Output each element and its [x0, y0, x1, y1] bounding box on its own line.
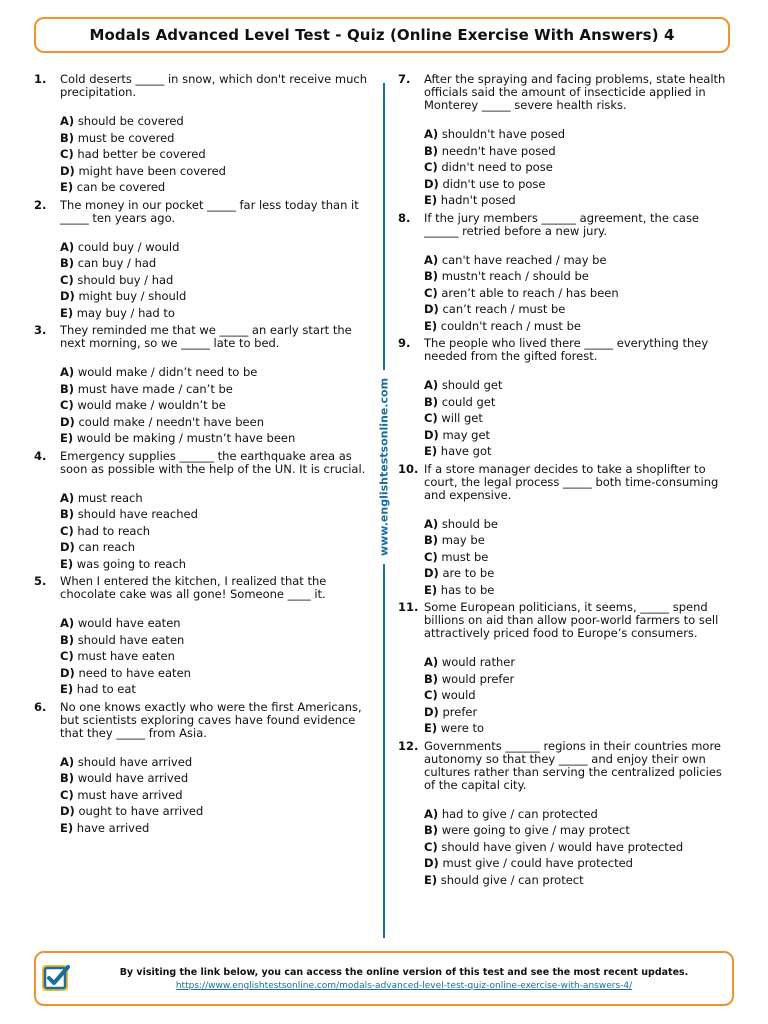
question-text: Some European politicians, it seems, _____ spend billions on aid than allow poor-world farmers to sell attractively priced food to Europe’s consumers.: [424, 600, 719, 640]
answer-option: [424, 720, 734, 737]
answer-option: [60, 506, 372, 523]
option-text: didn't use to pose: [442, 176, 546, 191]
option-text: can be covered: [76, 180, 166, 194]
option-text: must be covered: [77, 130, 175, 145]
answer-option: [60, 556, 372, 573]
option-text: prefer: [442, 704, 478, 719]
option-letter: E): [60, 180, 74, 194]
answer-option: [424, 443, 734, 460]
option-letter: E): [60, 820, 74, 835]
answer-option: [60, 820, 372, 837]
answer-option: [60, 665, 372, 682]
option-text: must have eaten: [77, 649, 175, 663]
question-text: They reminded me that we _____ an early start the next morning, so we _____ late to bed.: [60, 323, 352, 350]
page-title: Modals Advanced Level Test - Quiz (Online Exercise With Answers) 4: [89, 26, 675, 44]
option-text: aren’t able to reach / has been: [441, 285, 619, 300]
option-text: would rather: [441, 655, 516, 669]
question-number: 3.: [34, 323, 47, 337]
option-letter: C): [424, 839, 438, 854]
option-text: would have eaten: [77, 616, 181, 630]
answer-option: [60, 146, 372, 163]
option-text: might have been covered: [78, 163, 226, 178]
question-block: [34, 450, 372, 573]
question-block: [34, 324, 372, 447]
option-text: may get: [442, 427, 491, 442]
answer-option: [424, 565, 734, 582]
side-website-label: www.englishtestsonline.com: [374, 370, 395, 564]
answer-option: [60, 648, 372, 665]
option-text: shouldn't have posed: [441, 127, 566, 141]
option-letter: A): [424, 252, 439, 267]
answer-option: [424, 839, 734, 856]
option-letter: E): [424, 444, 438, 458]
option-letter: B): [424, 269, 439, 283]
option-text: would be making / mustn’t have been: [76, 431, 296, 445]
question-text: If a store manager decides to take a shoplifter to court, the legal process _____ both time-consuming and expensive.: [424, 461, 719, 502]
option-letter: D): [424, 566, 439, 580]
option-letter: A): [60, 616, 75, 630]
option-text: must have arrived: [77, 787, 183, 802]
option-letter: D): [424, 302, 439, 316]
answer-options: [424, 516, 734, 599]
answer-option: [424, 806, 734, 823]
option-text: had to reach: [77, 523, 151, 538]
answer-option: [424, 159, 734, 176]
option-letter: B): [60, 130, 75, 145]
option-text: can buy / had: [77, 256, 157, 270]
option-text: would: [441, 688, 476, 702]
option-letter: E): [424, 318, 438, 333]
answer-option: [424, 301, 734, 318]
answer-options: [60, 239, 372, 322]
answer-option: [424, 582, 734, 599]
question-column-left: [34, 73, 372, 839]
option-text: had better be covered: [77, 147, 206, 161]
option-letter: C): [60, 649, 74, 663]
footer-box: [34, 951, 734, 1006]
question-block: [34, 575, 372, 698]
option-letter: E): [60, 305, 74, 320]
answer-options: [424, 126, 734, 209]
answer-option: [424, 671, 734, 688]
question-block: [398, 73, 734, 209]
option-text: may buy / had to: [76, 305, 175, 320]
option-text: can’t reach / must be: [442, 302, 566, 316]
answer-option: [60, 130, 372, 147]
answer-option: [60, 163, 372, 180]
answer-option: [424, 268, 734, 285]
option-text: would prefer: [441, 671, 515, 686]
option-text: needn't have posed: [441, 143, 556, 158]
option-letter: D): [60, 414, 75, 429]
option-letter: D): [424, 704, 439, 719]
question-text: Cold deserts _____ in snow, which don't receive much precipitation.: [60, 72, 368, 99]
footer-link[interactable]: https://www.englishtestsonline.com/modals-advanced-level-test-quiz-online-exercise-with-answers-4/: [175, 981, 633, 991]
answer-option: [60, 787, 372, 804]
option-letter: B): [60, 771, 75, 785]
answer-option: [424, 143, 734, 160]
answer-option: [60, 490, 372, 507]
option-text: would make / didn’t need to be: [77, 365, 258, 379]
answer-option: [424, 410, 734, 427]
answer-option: [60, 397, 372, 414]
option-text: need to have eaten: [78, 665, 191, 680]
option-letter: A): [60, 365, 75, 379]
option-text: should be: [441, 516, 498, 531]
option-letter: A): [60, 490, 75, 505]
option-text: might buy / should: [78, 289, 187, 303]
answer-option: [424, 394, 734, 411]
footer-text: By visiting the link below, you can access the online version of this test and see the most recent updates.: [119, 967, 689, 978]
answer-option: [60, 754, 372, 771]
answer-option: [424, 377, 734, 394]
option-letter: C): [424, 688, 438, 702]
question-block: [398, 601, 734, 737]
option-text: must have made / can’t be: [77, 381, 233, 396]
option-text: could buy / would: [77, 239, 180, 254]
option-letter: B): [60, 632, 75, 647]
option-letter: E): [60, 682, 74, 696]
answer-options: [60, 490, 372, 573]
option-text: was going to reach: [76, 556, 187, 571]
option-letter: B): [424, 533, 439, 547]
option-text: should have reached: [77, 507, 198, 521]
option-text: should have eaten: [77, 632, 185, 647]
answer-option: [424, 855, 734, 872]
answer-option: [60, 272, 372, 289]
answer-option: [60, 770, 372, 787]
option-text: mustn't reach / should be: [441, 269, 589, 283]
option-text: should have arrived: [77, 754, 193, 769]
question-text: When I entered the kitchen, I realized that the chocolate cake was all gone! Someone ____ it.: [60, 574, 327, 601]
option-text: were going to give / may protect: [441, 823, 630, 837]
option-letter: C): [424, 285, 438, 300]
option-text: are to be: [442, 566, 495, 580]
option-text: can reach: [78, 540, 135, 554]
option-text: hadn't posed: [440, 193, 516, 207]
answer-option: [60, 179, 372, 196]
option-letter: E): [424, 193, 438, 207]
option-letter: C): [60, 398, 74, 412]
answer-option: [60, 803, 372, 820]
answer-option: [60, 523, 372, 540]
option-text: would make / wouldn’t be: [77, 398, 226, 412]
question-number: 2.: [34, 197, 47, 212]
answer-option: [60, 239, 372, 256]
option-letter: D): [424, 856, 439, 870]
answer-option: [424, 687, 734, 704]
option-letter: D): [60, 289, 75, 303]
option-letter: E): [424, 582, 438, 597]
answer-option: [60, 364, 372, 381]
option-letter: A): [424, 516, 439, 531]
answer-option: [424, 252, 734, 269]
option-letter: C): [60, 147, 74, 161]
answer-option: [424, 427, 734, 444]
answer-option: [424, 285, 734, 302]
option-letter: E): [424, 872, 438, 887]
answer-options: [60, 113, 372, 196]
question-number: 12.: [398, 738, 419, 753]
question-text: After the spraying and facing problems, state health officials said the amount of insecticide applied in Monterey _____ severe health risks.: [424, 72, 726, 112]
question-text: No one knows exactly who were the first Americans, but scientists exploring caves have found evidence that they _____ from Asia.: [60, 699, 362, 740]
question-column-right: [398, 73, 734, 891]
option-text: should be covered: [77, 114, 184, 128]
option-text: didn't need to pose: [441, 160, 553, 174]
option-letter: B): [60, 381, 75, 396]
option-text: should give / can protect: [440, 872, 584, 887]
answer-option: [60, 681, 372, 698]
question-text: Governments ______ regions in their countries more autonomy so that they _____ and enjoy their own cultures rather than serving the centralized policies of the capital city.: [424, 738, 722, 792]
option-text: can't have reached / may be: [441, 252, 607, 267]
option-text: should get: [441, 378, 503, 392]
option-text: couldn't reach / must be: [440, 318, 581, 333]
option-text: ought to have arrived: [78, 804, 204, 818]
question-block: [398, 740, 734, 889]
answer-option: [424, 532, 734, 549]
option-text: must reach: [77, 490, 143, 505]
question-text: Emergency supplies ______ the earthquake area as soon as possible with the help of the UN. It is crucial.: [60, 448, 366, 476]
question-text: The money in our pocket _____ far less today than it _____ ten years ago.: [60, 197, 359, 225]
answer-option: [60, 381, 372, 398]
option-text: were to: [440, 721, 485, 735]
option-letter: B): [60, 256, 75, 270]
option-letter: B): [424, 394, 439, 409]
answer-options: [424, 654, 734, 737]
answer-option: [424, 192, 734, 209]
option-letter: C): [60, 523, 74, 538]
option-text: have got: [440, 444, 492, 458]
option-letter: A): [424, 127, 439, 141]
answer-option: [60, 632, 372, 649]
answer-option: [60, 414, 372, 431]
question-number: 5.: [34, 574, 47, 588]
question-number: 6.: [34, 699, 47, 714]
option-letter: C): [60, 787, 74, 802]
answer-options: [60, 754, 372, 837]
question-number: 7.: [398, 72, 411, 86]
answer-option: [424, 126, 734, 143]
title-box: [34, 17, 730, 53]
option-letter: D): [60, 540, 75, 554]
answer-options: [424, 377, 734, 460]
answer-option: [424, 549, 734, 566]
option-letter: D): [60, 804, 75, 818]
option-letter: C): [424, 411, 438, 425]
question-block: [398, 337, 734, 460]
option-letter: A): [60, 754, 75, 769]
option-letter: B): [424, 823, 439, 837]
answer-options: [424, 252, 734, 335]
answer-options: [424, 806, 734, 889]
option-letter: D): [60, 163, 75, 178]
question-block: [398, 212, 734, 335]
option-letter: E): [60, 556, 74, 571]
answer-option: [60, 305, 372, 322]
option-text: would have arrived: [77, 771, 189, 785]
answer-option: [424, 318, 734, 335]
question-text: If the jury members ______ agreement, the case ______ retried before a new jury.: [424, 210, 700, 238]
answer-option: [60, 615, 372, 632]
option-letter: E): [60, 431, 74, 445]
answer-option: [424, 516, 734, 533]
question-block: [34, 73, 372, 196]
answer-option: [424, 654, 734, 671]
answer-options: [60, 615, 372, 698]
option-letter: E): [424, 721, 438, 735]
option-text: could get: [441, 394, 496, 409]
option-letter: B): [424, 143, 439, 158]
option-letter: D): [424, 427, 439, 442]
answer-option: [60, 288, 372, 305]
question-block: [34, 701, 372, 837]
option-letter: A): [424, 806, 439, 821]
answer-option: [424, 872, 734, 889]
option-text: has to be: [440, 582, 495, 597]
option-text: have arrived: [76, 820, 150, 835]
question-number: 4.: [34, 448, 47, 463]
option-letter: D): [424, 176, 439, 191]
option-text: should have given / would have protected: [441, 839, 684, 854]
answer-options: [60, 364, 372, 447]
option-letter: C): [424, 549, 438, 564]
option-text: may be: [441, 533, 485, 547]
checkbox-check-icon: [40, 962, 72, 994]
option-letter: A): [424, 378, 439, 392]
question-text: The people who lived there _____ everything they needed from the gifted forest.: [424, 336, 709, 363]
option-text: could make / needn't have been: [78, 414, 264, 429]
answer-option: [60, 113, 372, 130]
option-letter: C): [60, 272, 74, 287]
question-number: 10.: [398, 461, 419, 476]
option-text: must be: [441, 549, 489, 564]
question-block: [398, 463, 734, 599]
option-text: had to eat: [76, 682, 136, 696]
answer-option: [60, 539, 372, 556]
option-letter: C): [424, 160, 438, 174]
option-letter: B): [424, 671, 439, 686]
option-letter: A): [424, 655, 439, 669]
answer-option: [424, 176, 734, 193]
option-letter: B): [60, 507, 75, 521]
question-number: 11.: [398, 600, 419, 614]
option-letter: D): [60, 665, 75, 680]
option-text: had to give / can protected: [441, 806, 598, 821]
option-letter: A): [60, 239, 75, 254]
option-text: must give / could have protected: [442, 856, 633, 870]
question-number: 9.: [398, 336, 411, 350]
question-number: 8.: [398, 210, 411, 225]
question-block: [34, 199, 372, 322]
answer-option: [60, 255, 372, 272]
option-text: should buy / had: [77, 272, 174, 287]
answer-option: [424, 704, 734, 721]
answer-option: [424, 822, 734, 839]
question-number: 1.: [34, 72, 47, 86]
option-text: will get: [441, 411, 483, 425]
option-letter: A): [60, 114, 75, 128]
answer-option: [60, 430, 372, 447]
